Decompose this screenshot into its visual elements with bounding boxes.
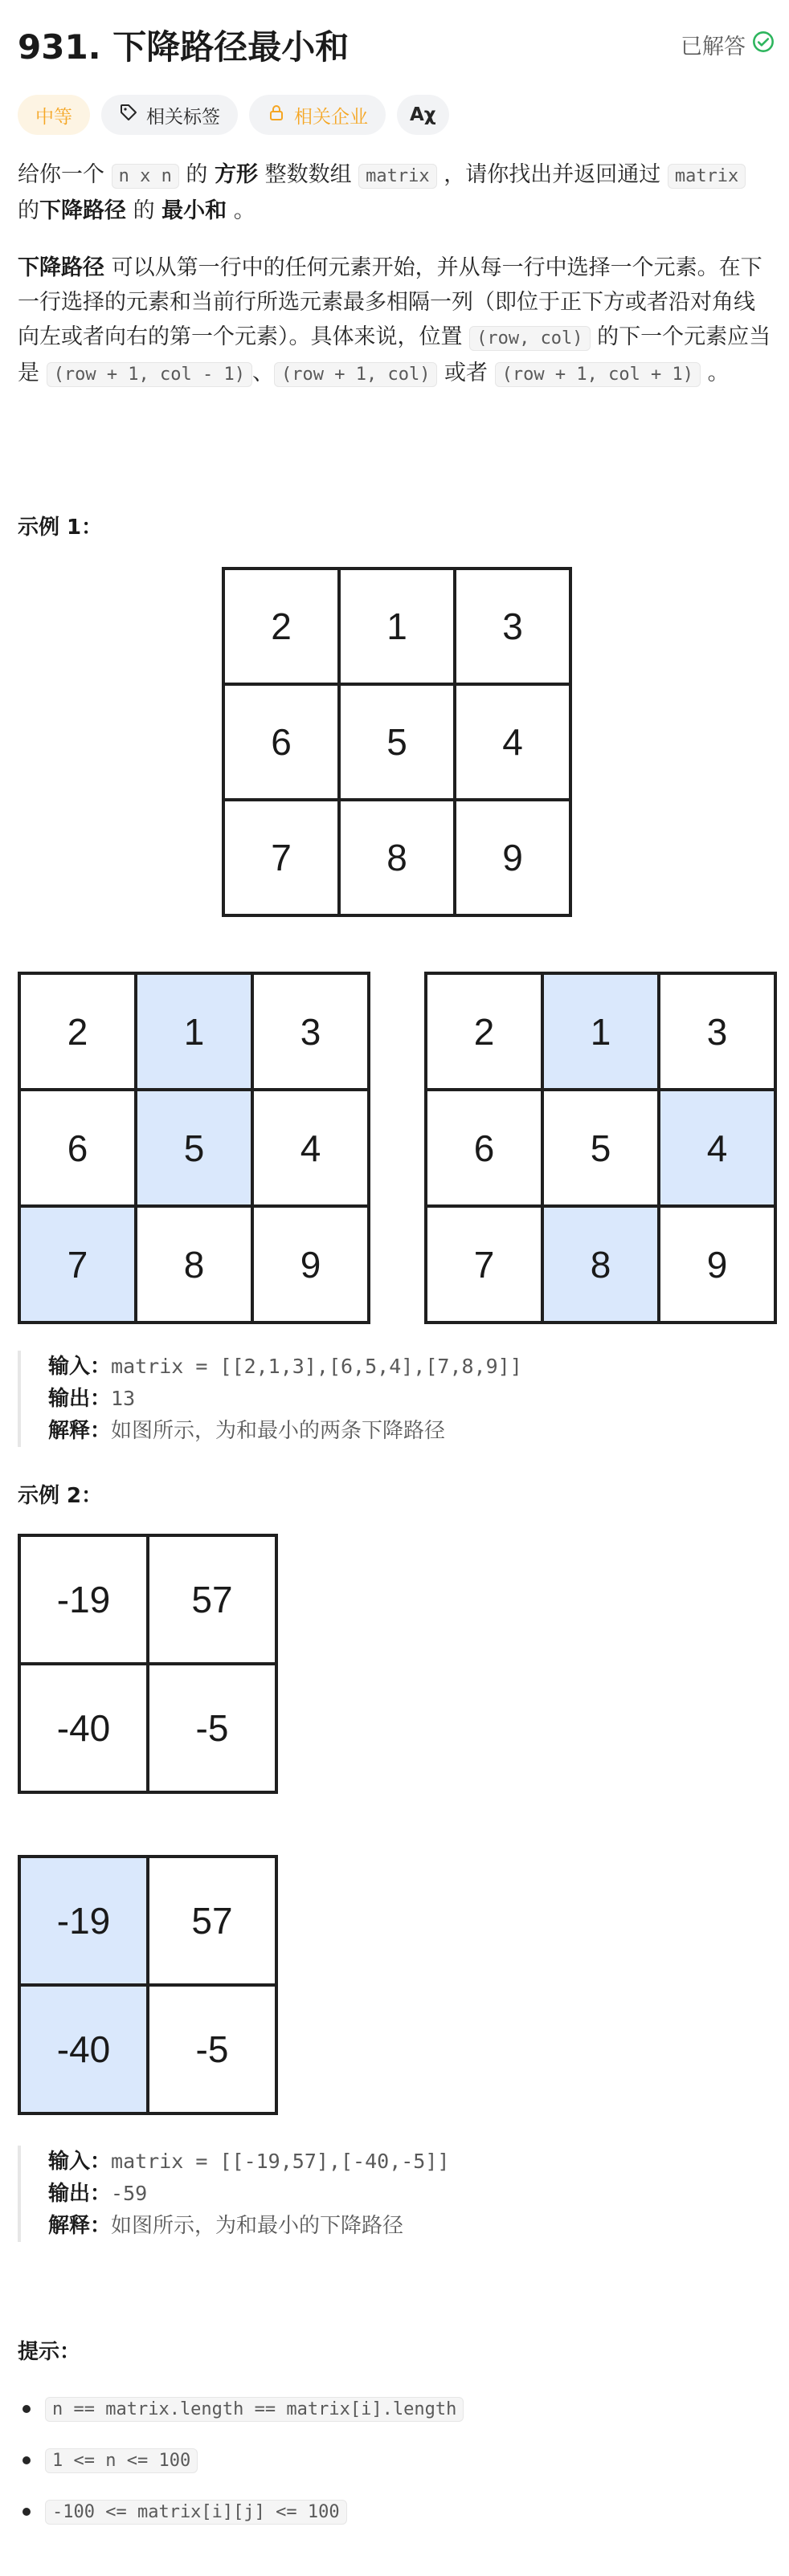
example-2-input: matrix = [[-19,57],[-40,-5]] — [111, 2150, 450, 2173]
matrix-cell: 5 — [341, 686, 453, 798]
matrix-cell: 4 — [456, 686, 569, 798]
matrix-cell-highlighted: 1 — [544, 975, 657, 1088]
code-row-col: (row, col) — [469, 326, 590, 351]
difficulty-badge[interactable] — [18, 95, 90, 135]
matrix-cell: 3 — [456, 570, 569, 683]
related-companies-button[interactable] — [249, 95, 386, 135]
example-1-matrix — [222, 567, 572, 917]
matrix-cell-highlighted: 8 — [544, 1208, 657, 1321]
matrix-cell: 57 — [149, 1858, 275, 1983]
example-2-explanation: 如图所示，为和最小的下降路径 — [111, 2214, 404, 2238]
code-matrix: matrix — [668, 164, 746, 189]
matrix-cell: 8 — [341, 801, 453, 914]
matrix-cell: 57 — [149, 1537, 275, 1662]
solved-label: 已解答 — [681, 35, 746, 59]
check-circle-icon — [752, 31, 775, 59]
example-1-path-b — [424, 972, 777, 1324]
matrix-cell: -40 — [21, 1665, 146, 1791]
matrix-cell: 6 — [427, 1091, 541, 1204]
related-topics-label: 相关标签 — [146, 106, 220, 128]
code-matrix: matrix — [358, 164, 436, 189]
example-1-input: matrix = [[2,1,3],[6,5,4],[7,8,9]] — [111, 1355, 522, 1378]
description-paragraph-1: 给你一个 n x n 的 方形 整数数组 matrix ，请你找出并返回通过 matrix 的下降路径 的 最小和 。 — [18, 157, 773, 228]
matrix-cell: 9 — [456, 801, 569, 914]
related-topics-button[interactable] — [101, 95, 238, 135]
problem-title: 931. 下降路径最小和 — [18, 27, 350, 67]
example-1-title: 示例 1： — [18, 516, 103, 540]
matrix-cell-highlighted: -40 — [21, 1987, 146, 2112]
matrix-cell: 3 — [660, 975, 774, 1088]
constraint-item: -100 <= matrix[i][j] <= 100 — [18, 2486, 773, 2537]
constraints-list — [18, 2383, 773, 2537]
matrix-cell-highlighted: -19 — [21, 1858, 146, 1983]
example-1-output: 13 — [111, 1387, 136, 1410]
code-next-left: (row + 1, col - 1) — [47, 362, 252, 387]
example-2-path — [18, 1855, 278, 2115]
matrix-cell: 4 — [254, 1091, 367, 1204]
example-2-io: 输入：matrix = [[-19,57],[-40,-5]] 输出：-59 解释：如图所示，为和最小的下降路径 — [18, 2146, 449, 2242]
solved-status — [681, 29, 775, 60]
description-paragraph-2: 下降路径 可以从第一行中的任何元素开始，并从每一行中选择一个元素。在下一行选择的元素和当前行所选元素最多相隔一列（即位于正下方或者沿对角线向左或者向右的第一个元素）。具体来说，位置 (row, col) 的下一个元素应当是 (row + 1, col - 1) 、 (row + 1, col) 或者 (row + 1, col + 1) 。 — [18, 255, 771, 385]
translate-icon: Aχ — [410, 104, 436, 125]
matrix-cell: 7 — [225, 801, 337, 914]
matrix-cell: 2 — [225, 570, 337, 683]
example-2-output: -59 — [111, 2182, 148, 2205]
related-companies-label: 相关企业 — [294, 106, 368, 128]
matrix-cell-highlighted: 4 — [660, 1091, 774, 1204]
matrix-cell: 2 — [427, 975, 541, 1088]
constraint-item: 1 <= n <= 100 — [18, 2435, 773, 2486]
lock-icon — [267, 103, 286, 127]
constraint-item: n == matrix.length == matrix[i].length — [18, 2383, 773, 2435]
matrix-cell: -5 — [149, 1665, 275, 1791]
tag-icon — [119, 103, 138, 127]
matrix-cell: 2 — [21, 975, 134, 1088]
matrix-cell: 9 — [660, 1208, 774, 1321]
matrix-cell: 6 — [21, 1091, 134, 1204]
matrix-cell: 6 — [225, 686, 337, 798]
code-n-x-n: n x n — [112, 164, 179, 189]
matrix-cell: 7 — [427, 1208, 541, 1321]
difficulty-label: 中等 — [35, 106, 72, 128]
example-1-io: 输入：matrix = [[2,1,3],[6,5,4],[7,8,9]] 输出：13 解释：如图所示，为和最小的两条下降路径 — [18, 1351, 522, 1447]
matrix-cell-highlighted: 7 — [21, 1208, 134, 1321]
matrix-cell-highlighted: 5 — [137, 1091, 251, 1204]
matrix-cell: 1 — [341, 570, 453, 683]
matrix-cell: 5 — [544, 1091, 657, 1204]
translate-button[interactable] — [397, 95, 449, 135]
code-next-down: (row + 1, col) — [274, 362, 437, 387]
matrix-cell: 9 — [254, 1208, 367, 1321]
tag-bar — [18, 95, 449, 135]
example-2-title: 示例 2： — [18, 1484, 103, 1508]
matrix-cell: -19 — [21, 1537, 146, 1662]
example-2-matrix — [18, 1534, 278, 1794]
matrix-cell-highlighted: 1 — [137, 975, 251, 1088]
matrix-cell: 8 — [137, 1208, 251, 1321]
matrix-cell: 3 — [254, 975, 367, 1088]
example-1-explanation: 如图所示，为和最小的两条下降路径 — [111, 1419, 446, 1443]
hints-title: 提示： — [18, 2340, 81, 2364]
code-next-right: (row + 1, col + 1) — [495, 362, 701, 387]
example-1-path-a — [18, 972, 370, 1324]
matrix-cell: -5 — [149, 1987, 275, 2112]
